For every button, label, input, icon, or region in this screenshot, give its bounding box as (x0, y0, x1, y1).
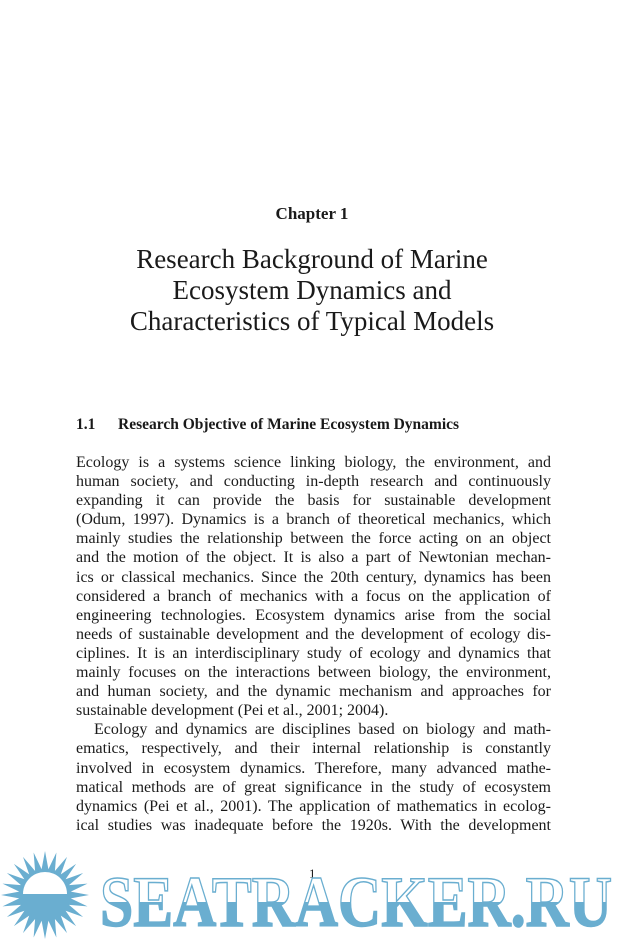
section-title: Research Objective of Marine Ecosystem Dynamics (118, 416, 460, 433)
title-line: Characteristics of Typical Models (129, 306, 495, 336)
text-line: involved in ecosystem dynamics. Therefore, many advanced mathe- (76, 759, 551, 777)
text-line: human society, and conducting in-depth research and continuously (76, 473, 551, 491)
watermark-text: SEATRACKER.RU (100, 862, 612, 942)
text-line: matical methods are of great significance in the study of ecosystem (76, 778, 551, 796)
text-line: and human society, and the dynamic mechanism and approaches for (76, 683, 551, 701)
sun-over-sea-icon (1, 851, 89, 939)
text-line: ical studies was inadequate before the 1920s. With the development (76, 816, 551, 834)
text-line: considered a branch of mechanics with a focus on the application of (76, 587, 551, 605)
chapter-title (0, 244, 624, 337)
text-line: mainly studies the relationship between the force acting on an object (76, 530, 551, 548)
watermark-logo (0, 848, 624, 942)
text-line: mainly focuses on the interactions between biology, the environment, (76, 664, 551, 682)
text-line: ematics, respectively, and their internal relationship is constantly (76, 740, 551, 758)
body-text (76, 453, 551, 835)
text-line: ics or classical mechanics. Since the 20th century, dynamics has been (76, 568, 551, 586)
chapter-label: Chapter 1 (275, 204, 349, 223)
title-line: Research Background of Marine (136, 244, 488, 274)
page-number: 1 (309, 866, 316, 881)
text-line: needs of sustainable development and the development of ecology dis- (76, 625, 551, 643)
text-line: Ecology and dynamics are disciplines based on biology and math- (94, 721, 551, 739)
text-line: (Odum, 1997). Dynamics is a branch of theoretical mechanics, which (76, 511, 551, 529)
text-line: Ecology is a systems science linking biology, the environment, and (76, 454, 551, 471)
text-line: expanding it can provide the basis for sustainable development (76, 492, 551, 510)
text-line: and the motion of the object. It is also a part of Newtonian mechan- (76, 549, 551, 567)
text-line: sustainable development (Pei et al., 2001; 2004). (76, 702, 389, 720)
section-heading (76, 416, 459, 434)
text-line: ciplines. It is an interdisciplinary study of ecology and dynamics that (76, 644, 551, 662)
text-line: engineering technologies. Ecosystem dynamics arise from the social (76, 606, 551, 624)
text-line: dynamics (Pei et al., 2001). The application of mathematics in ecolog- (76, 797, 551, 815)
title-line: Ecosystem Dynamics and (172, 275, 452, 305)
section-number: 1.1 (76, 416, 96, 433)
